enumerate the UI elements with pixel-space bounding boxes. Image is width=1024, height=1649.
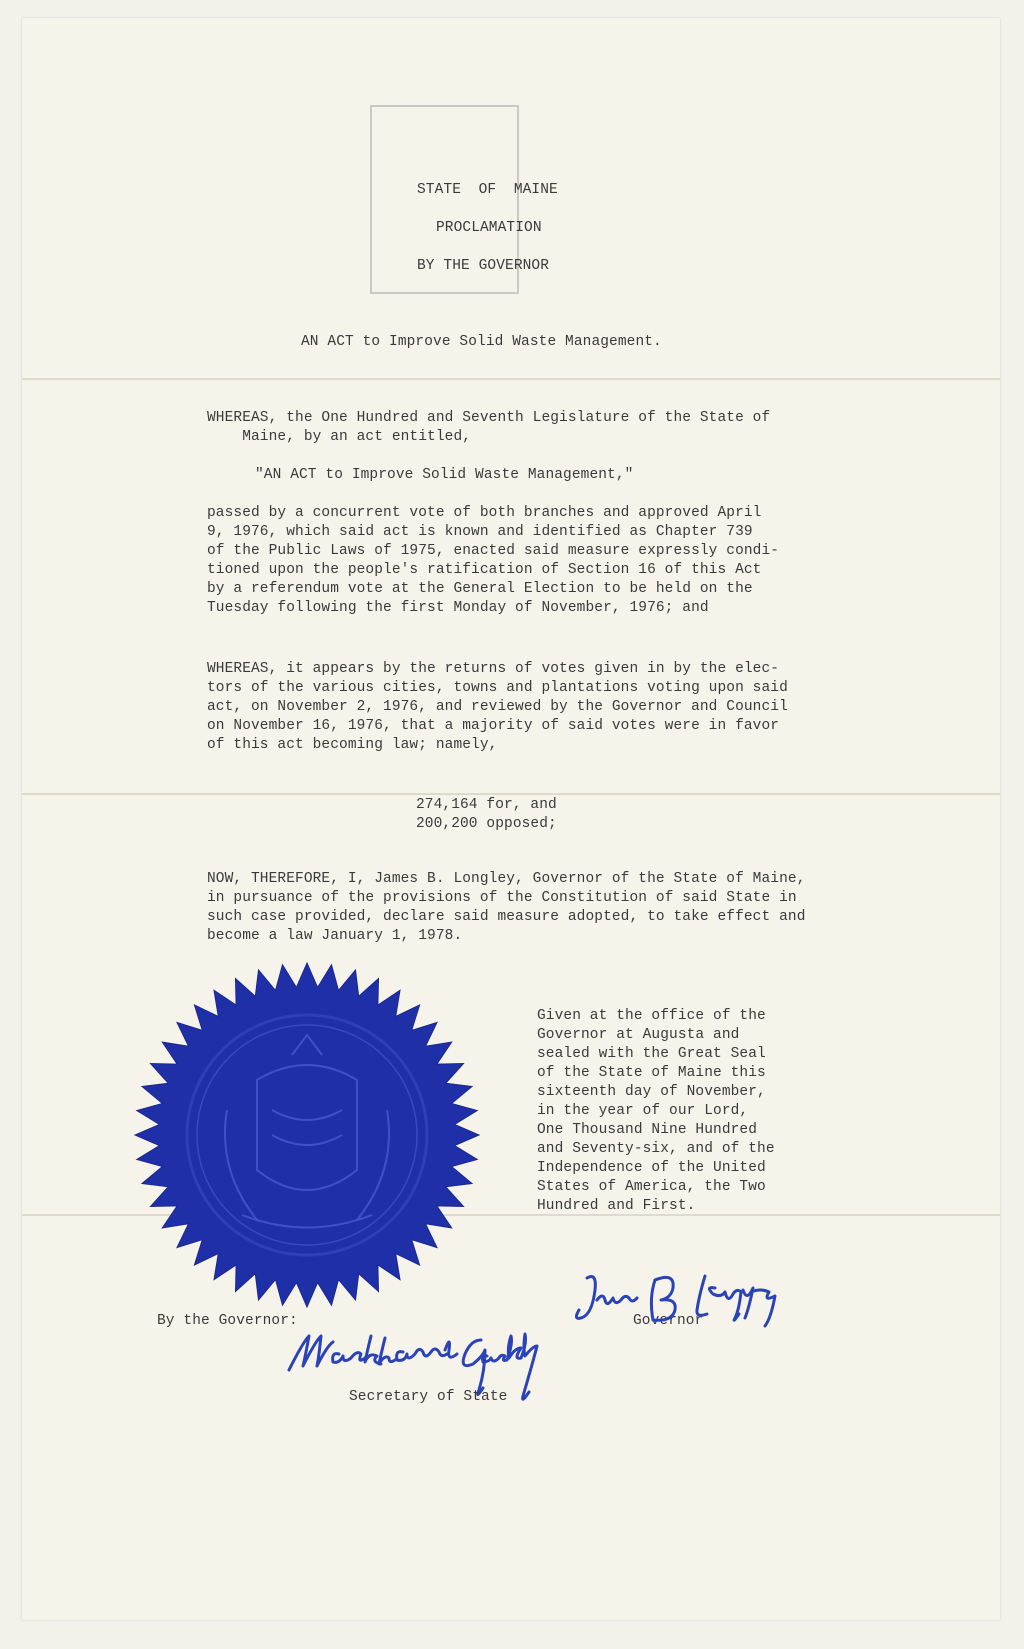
- whereas1-line: Tuesday following the first Monday of November, 1976; and: [207, 600, 709, 616]
- therefore-line: NOW, THEREFORE, I, James B. Longley, Governor of the State of Maine,: [207, 871, 806, 887]
- whereas2-line: on November 16, 1976, that a majority of said votes were in favor: [207, 718, 780, 734]
- given-line: and Seventy-six, and of the: [537, 1141, 775, 1157]
- whereas1-line: of the Public Laws of 1975, enacted said measure expressly condi-: [207, 543, 780, 559]
- whereas2-line: tors of the various cities, towns and plantations voting upon said: [207, 680, 788, 696]
- given-line: Given at the office of the: [537, 1008, 766, 1024]
- header-state: STATE OF MAINE: [417, 182, 558, 198]
- whereas1-line: WHEREAS, the One Hundred and Seventh Legislature of the State of: [207, 410, 771, 426]
- given-line: Independence of the United: [537, 1160, 766, 1176]
- fold-line: [22, 378, 1000, 380]
- therefore-line: in pursuance of the provisions of the Constitution of said State in: [207, 890, 797, 906]
- whereas1-line: 9, 1976, which said act is known and identified as Chapter 739: [207, 524, 753, 540]
- whereas2-line: act, on November 2, 1976, and reviewed by the Governor and Council: [207, 699, 788, 715]
- fold-line: [22, 793, 1000, 795]
- given-line: in the year of our Lord,: [537, 1103, 749, 1119]
- therefore-line: such case provided, declare said measure adopted, to take effect and: [207, 909, 806, 925]
- votes-for: 274,164 for, and: [416, 797, 557, 813]
- whereas1-line: passed by a concurrent vote of both branches and approved April: [207, 505, 762, 521]
- given-line: Governor at Augusta and: [537, 1027, 740, 1043]
- whereas2-line: WHEREAS, it appears by the returns of votes given in by the elec-: [207, 661, 780, 677]
- given-line: sixteenth day of November,: [537, 1084, 766, 1100]
- given-line: States of America, the Two: [537, 1179, 766, 1195]
- given-line: of the State of Maine this: [537, 1065, 766, 1081]
- votes-opposed: 200,200 opposed;: [416, 816, 557, 832]
- therefore-line: become a law January 1, 1978.: [207, 928, 463, 944]
- given-line: sealed with the Great Seal: [537, 1046, 766, 1062]
- whereas2-line: of this act becoming law; namely,: [207, 737, 498, 753]
- header-by-governor: BY THE GOVERNOR: [417, 258, 550, 274]
- secretary-of-state-label: Secretary of State: [349, 1389, 508, 1405]
- given-line: One Thousand Nine Hundred: [537, 1122, 758, 1138]
- whereas1-line: by a referendum vote at the General Election to be held on the: [207, 581, 753, 597]
- governor-label: Governor: [633, 1313, 704, 1329]
- given-line: Hundred and First.: [537, 1198, 696, 1214]
- whereas1-line: tioned upon the people's ratification of Section 16 of this Act: [207, 562, 762, 578]
- act-title: AN ACT to Improve Solid Waste Management.: [301, 334, 662, 350]
- great-seal-of-maine: [132, 960, 482, 1310]
- by-the-governor-label: By the Governor:: [157, 1313, 298, 1329]
- header-proclamation: PROCLAMATION: [436, 220, 542, 236]
- quoted-act-title: "AN ACT to Improve Solid Waste Management,": [255, 467, 634, 483]
- whereas1-line: Maine, by an act entitled,: [207, 429, 472, 445]
